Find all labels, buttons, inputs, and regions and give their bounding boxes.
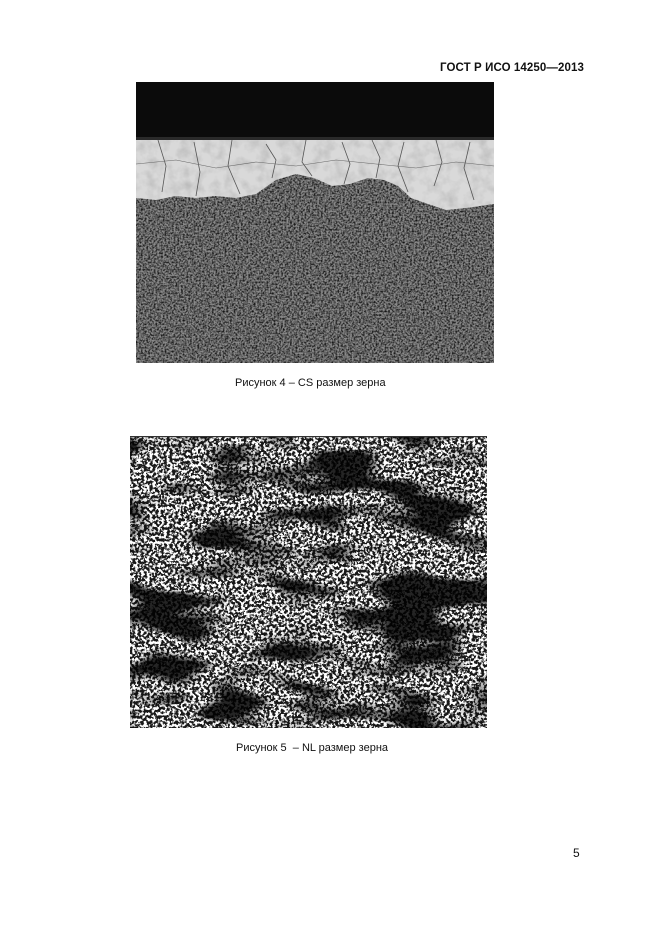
standard-code-header: ГОСТ Р ИСО 14250—2013	[439, 62, 584, 74]
micrograph-nl-image	[130, 436, 487, 728]
figure-5-caption: Рисунок 5 – NL размер зерна	[236, 742, 389, 754]
page-number: 5	[573, 846, 580, 860]
micrograph-cs-image	[136, 82, 494, 363]
figure-5-micrograph	[130, 436, 487, 728]
figure-4-micrograph	[136, 82, 494, 363]
figure-4-caption: Рисунок 4 – CS размер зерна	[235, 377, 386, 389]
